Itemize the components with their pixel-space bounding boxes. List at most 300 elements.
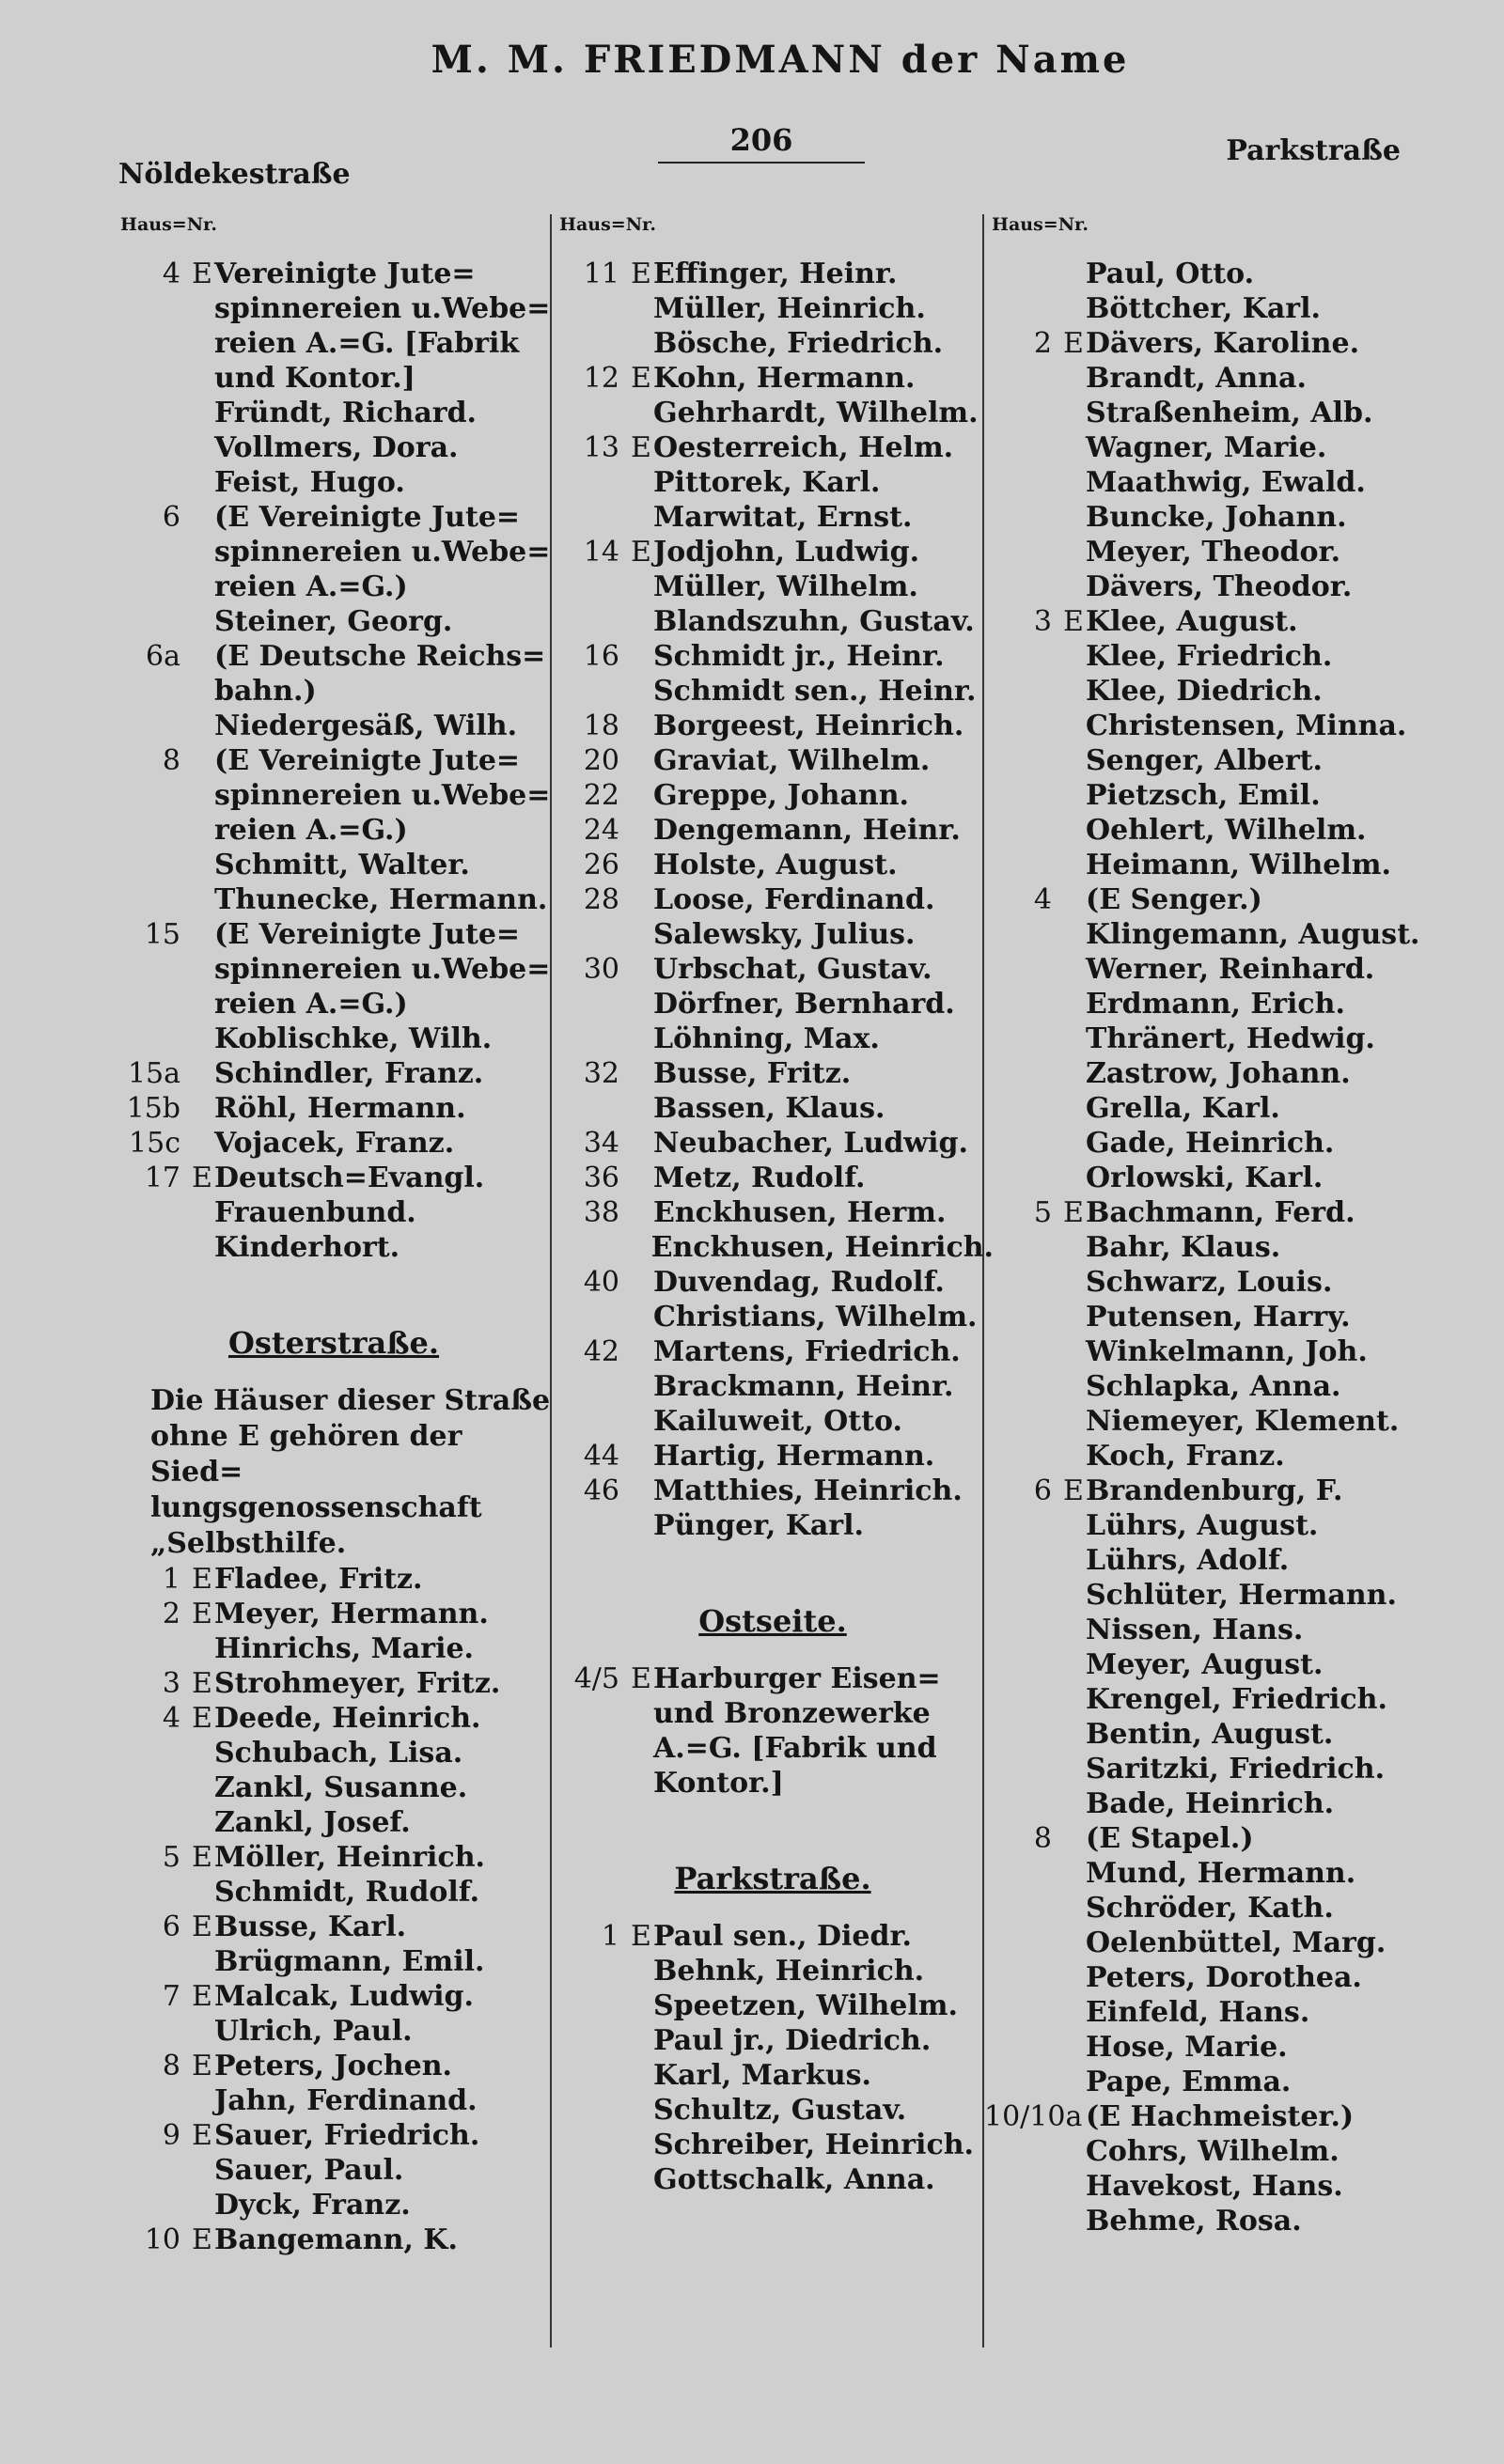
entry-row (552, 1195, 994, 1230)
house-number: 8 (162, 2050, 180, 2082)
resident-name: spinnereien u.Webe= (214, 953, 551, 986)
entry-row (552, 2128, 994, 2162)
resident-name: Malcak, Ludwig. (214, 1980, 474, 2013)
owner-mark: E (631, 1662, 651, 1695)
resident-name: reien A.=G.) (214, 570, 408, 603)
entry-row (552, 778, 994, 813)
resident-name: Schlapka, Anna. (1086, 1370, 1341, 1403)
section-heading-osterstrasse: Osterstraße. (227, 1325, 440, 1361)
section-note: Die Häuser dieser Straße ohne E gehören der Sied= lungsgenossenschaft „Selbsthilfe. (150, 1384, 551, 1560)
entry-row (984, 917, 1435, 952)
resident-name: Einfeld, Hans. (1086, 1996, 1310, 2029)
entry-row (552, 1230, 994, 1265)
entry-row (113, 952, 555, 987)
entry-row (113, 674, 555, 709)
resident-name: Bachmann, Ferd. (1086, 1196, 1355, 1229)
entry-row (552, 2162, 994, 2197)
resident-name: Bösche, Friedrich. (653, 327, 944, 360)
resident-name: Klee, Friedrich. (1086, 640, 1333, 673)
owner-mark: E (192, 1563, 212, 1596)
right-street-heading: Parkstraße (1226, 134, 1401, 167)
section-heading-ostseite: Ostseite. (698, 1603, 847, 1639)
entry-row (984, 1995, 1435, 2030)
house-number: 15 (144, 918, 180, 951)
resident-name: Busse, Fritz. (653, 1057, 852, 1090)
entry-row (113, 257, 555, 291)
resident-name: Heimann, Wilhelm. (1086, 849, 1391, 881)
house-number: 18 (583, 710, 619, 742)
house-number: 7 (162, 1980, 180, 2013)
resident-name: Hose, Marie. (1086, 2031, 1288, 2064)
resident-name: Steiner, Georg. (214, 605, 453, 638)
resident-name: (E Senger.) (1086, 883, 1262, 916)
resident-name: Klee, August. (1086, 605, 1298, 638)
entry-row (984, 743, 1435, 778)
entry-row (552, 1369, 994, 1404)
entry-row (984, 361, 1435, 396)
resident-name: Feist, Hugo. (214, 466, 405, 499)
entry-row (984, 2099, 1435, 2134)
resident-name: Behme, Rosa. (1086, 2205, 1302, 2238)
resident-name: Holste, August. (653, 849, 898, 881)
entry-row (552, 1919, 994, 1954)
entry-row (984, 1543, 1435, 1578)
owner-mark: E (631, 431, 651, 464)
resident-name: Effinger, Heinr. (653, 257, 898, 290)
owner-mark: E (192, 1702, 212, 1735)
entry-row (984, 465, 1435, 500)
resident-name: Metz, Rudolf. (653, 1162, 866, 1194)
house-number: 3 (1033, 605, 1052, 638)
resident-name: Oelenbüttel, Marg. (1086, 1926, 1386, 1959)
house-number: 16 (583, 640, 619, 673)
entry-row (113, 1979, 555, 2014)
resident-name: Klingemann, August. (1086, 918, 1420, 951)
resident-name: Vollmers, Dora. (214, 431, 459, 464)
column-2 (550, 214, 994, 2347)
entry-row (552, 257, 994, 291)
resident-name: Vojacek, Franz. (214, 1127, 455, 1160)
entry-row (984, 1056, 1435, 1091)
entry-row (984, 1647, 1435, 1682)
house-number: 44 (583, 1440, 619, 1473)
resident-name: Straßenheim, Alb. (1086, 397, 1373, 429)
entry-row (984, 1578, 1435, 1613)
resident-name: Kohn, Hermann. (653, 362, 916, 395)
resident-name: Oehlert, Wilhelm. (1086, 814, 1367, 847)
resident-name: (E Vereinigte Jute= (214, 501, 521, 534)
entry-row (552, 569, 994, 604)
entry-row (984, 500, 1435, 535)
resident-name: Schlüter, Hermann. (1086, 1579, 1397, 1612)
entry-row (113, 813, 555, 848)
entry-row (113, 743, 555, 778)
house-number: 1 (601, 1920, 619, 1953)
entry-row (984, 952, 1435, 987)
resident-name: Dävers, Karoline. (1086, 327, 1360, 360)
resident-name: reien A.=G.) (214, 988, 408, 1021)
entry-row (113, 2014, 555, 2049)
resident-name: Deede, Heinrich. (214, 1702, 481, 1735)
resident-name: reien A.=G.) (214, 814, 408, 847)
column-3 (982, 214, 1435, 2347)
resident-name: Neubacher, Ludwig. (653, 1127, 968, 1160)
resident-name: Meyer, August. (1086, 1648, 1324, 1681)
resident-name: Bade, Heinrich. (1086, 1787, 1335, 1820)
resident-name: Maathwig, Ewald. (1086, 466, 1366, 499)
house-number: 15c (129, 1127, 180, 1160)
resident-name: Dyck, Franz. (214, 2189, 411, 2222)
house-number: 10 (144, 2223, 180, 2256)
entry-row (113, 1701, 555, 1736)
resident-name: Greppe, Johann. (653, 779, 909, 812)
owner-mark: E (192, 1841, 212, 1874)
resident-name: Dörfner, Bernhard. (653, 988, 955, 1021)
resident-name: Hinrichs, Marie. (214, 1632, 474, 1665)
resident-name: Schmidt jr., Heinr. (653, 640, 945, 673)
resident-name: Dävers, Theodor. (1086, 570, 1353, 603)
house-number: 32 (583, 1057, 619, 1090)
entry-row (984, 1091, 1435, 1126)
entry-row (552, 882, 994, 917)
resident-name: Fladee, Fritz. (214, 1563, 423, 1596)
entry-row (984, 2030, 1435, 2065)
entry-row (113, 1840, 555, 1875)
resident-name: Koch, Franz. (1086, 1440, 1285, 1473)
entry-row (984, 1300, 1435, 1334)
resident-name: Jodjohn, Ludwig. (653, 536, 920, 569)
resident-name: Borgeest, Heinrich. (653, 710, 964, 742)
entry-row (552, 1126, 994, 1161)
resident-name: Müller, Heinrich. (653, 292, 926, 325)
house-number: 10/10a (984, 2100, 1083, 2133)
resident-name: Böttcher, Karl. (1086, 292, 1321, 325)
entry-row (113, 2083, 555, 2118)
owner-mark: E (631, 536, 651, 569)
entry-row (984, 639, 1435, 674)
resident-name: spinnereien u.Webe= (214, 779, 551, 812)
resident-name: Pünger, Karl. (653, 1509, 864, 1542)
owner-mark: E (192, 1980, 212, 2013)
entry-row (552, 674, 994, 709)
house-number: 15a (127, 1057, 180, 1090)
entry-row (984, 430, 1435, 465)
entry-row (984, 1195, 1435, 1230)
entry-row (113, 2049, 555, 2083)
column-1-entries (113, 257, 555, 1265)
entry-row (113, 1944, 555, 1979)
entry-row (552, 1508, 994, 1543)
resident-name: Loose, Ferdinand. (653, 883, 935, 916)
resident-name: Urbschat, Gustav. (653, 953, 932, 986)
resident-name: Vereinigte Jute= (214, 257, 476, 290)
resident-name: Schröder, Kath. (1086, 1892, 1334, 1925)
entry-row (113, 569, 555, 604)
resident-name: Meyer, Hermann. (214, 1598, 489, 1630)
resident-name: Erdmann, Erich. (1086, 988, 1345, 1021)
column-2-entries (552, 257, 994, 1543)
owner-mark: E (192, 2119, 212, 2152)
resident-name: Saritzki, Friedrich. (1086, 1753, 1386, 1786)
resident-name: Müller, Wilhelm. (653, 570, 918, 603)
resident-name: Sauer, Friedrich. (214, 2119, 480, 2152)
entry-row (984, 1821, 1435, 1856)
entry-row (113, 848, 555, 882)
entry-row (984, 848, 1435, 882)
resident-name: Busse, Karl. (214, 1910, 407, 1943)
house-number: 8 (162, 744, 180, 777)
resident-name: Karl, Markus. (653, 2059, 871, 2092)
house-number: 17 (144, 1162, 180, 1194)
house-number: 4 (162, 257, 180, 290)
resident-name: Deutsch=Evangl. (214, 1162, 485, 1194)
resident-name: A.=G. [Fabrik und (653, 1732, 937, 1765)
house-number: 42 (583, 1335, 619, 1368)
resident-name: Gehrhardt, Wilhelm. (653, 397, 979, 429)
resident-name: Wagner, Marie. (1086, 431, 1327, 464)
house-number: 4 (162, 1702, 180, 1735)
entry-row (113, 430, 555, 465)
entry-row (552, 361, 994, 396)
resident-name: Thränert, Hedwig. (1086, 1022, 1375, 1055)
resident-name: spinnereien u.Webe= (214, 536, 551, 569)
resident-name: Ulrich, Paul. (214, 2015, 413, 2048)
entry-row (552, 1696, 994, 1731)
resident-name: Meyer, Theodor. (1086, 536, 1341, 569)
entry-row (113, 604, 555, 639)
resident-name: (E Hachmeister.) (1086, 2100, 1355, 2133)
house-number: 2 (1033, 327, 1052, 360)
entry-row (113, 1021, 555, 1056)
entry-row (113, 1597, 555, 1631)
entry-row (113, 1091, 555, 1126)
entry-row (113, 1736, 555, 1770)
entry-row (113, 2153, 555, 2188)
entry-row (552, 1954, 994, 1988)
resident-name: Röhl, Hermann. (214, 1092, 466, 1125)
section-heading-parkstrasse: Parkstraße. (674, 1861, 871, 1896)
resident-name: Harburger Eisen= (653, 1662, 941, 1695)
resident-name: Senger, Albert. (1086, 744, 1323, 777)
resident-name: Speetzen, Wilhelm. (653, 1989, 958, 2022)
resident-name: Paul jr., Diedrich. (653, 2024, 932, 2057)
entry-row (113, 1195, 555, 1230)
resident-name: Nissen, Hans. (1086, 1614, 1304, 1646)
resident-name: Peters, Jochen. (214, 2050, 452, 2082)
entry-row (984, 569, 1435, 604)
house-number: 12 (583, 362, 619, 395)
entry-row (984, 2204, 1435, 2238)
entry-row (552, 465, 994, 500)
resident-name: Zankl, Josef. (214, 1806, 411, 1839)
resident-name: Lührs, Adolf. (1086, 1544, 1290, 1577)
entry-row (113, 1161, 555, 1195)
resident-name: Martens, Friedrich. (653, 1335, 961, 1368)
entry-row (113, 882, 555, 917)
entry-row (984, 1126, 1435, 1161)
resident-name: (E Stapel.) (1086, 1822, 1254, 1855)
resident-name: Niedergesäß, Wilh. (214, 710, 518, 742)
owner-mark: E (631, 1920, 651, 1953)
house-number: 6 (162, 501, 180, 534)
masthead-bar (357, 38, 1203, 82)
entry-row (984, 326, 1435, 361)
entry-row (552, 952, 994, 987)
owner-mark: E (1063, 605, 1084, 638)
resident-name: Frauenbund. (214, 1196, 416, 1229)
entry-row (113, 987, 555, 1021)
house-number: 46 (583, 1474, 619, 1507)
entry-row (552, 1021, 994, 1056)
entry-row (552, 1766, 994, 1801)
owner-mark: E (631, 362, 651, 395)
owner-mark: E (192, 2223, 212, 2256)
resident-name: spinnereien u.Webe= (214, 292, 551, 325)
entry-row (984, 1021, 1435, 1056)
resident-name: Marwitat, Ernst. (653, 501, 913, 534)
entry-row (113, 709, 555, 743)
entry-row (113, 778, 555, 813)
house-number: 20 (583, 744, 619, 777)
entry-row (984, 1786, 1435, 1821)
resident-name: Thunecke, Hermann. (214, 883, 548, 916)
column-1b-entries (113, 1562, 555, 2257)
page-number: 206 (658, 122, 865, 164)
entry-row (984, 2065, 1435, 2099)
entry-row (984, 1230, 1435, 1265)
house-number: 11 (583, 257, 619, 290)
entry-row (552, 2023, 994, 2058)
resident-name: Pittorek, Karl. (653, 466, 881, 499)
entry-row (984, 882, 1435, 917)
column-2b-entries (552, 1661, 994, 1801)
resident-name: Behnk, Heinrich. (653, 1955, 925, 1988)
entry-row (552, 2058, 994, 2093)
entry-row (984, 709, 1435, 743)
entry-row (113, 1666, 555, 1701)
entry-row (113, 1910, 555, 1944)
entry-row (113, 1805, 555, 1840)
house-no-label: Haus=Nr. (992, 214, 1089, 235)
resident-name: Buncke, Johann. (1086, 501, 1347, 534)
owner-mark: E (192, 1667, 212, 1700)
entry-row (984, 1439, 1435, 1474)
resident-name: Lührs, August. (1086, 1509, 1319, 1542)
resident-name: Enckhusen, Herm. (653, 1196, 947, 1229)
resident-name: Sauer, Paul. (214, 2154, 404, 2187)
resident-name: Brackmann, Heinr. (653, 1370, 954, 1403)
house-number: 6 (1033, 1474, 1052, 1507)
entry-row (552, 917, 994, 952)
resident-name: Strohmeyer, Fritz. (214, 1667, 501, 1700)
owner-mark: E (1063, 1474, 1084, 1507)
entry-row (552, 813, 994, 848)
resident-name: Schreiber, Heinrich. (653, 2129, 974, 2161)
entry-row (113, 291, 555, 326)
resident-name: und Bronzewerke (653, 1697, 931, 1730)
house-number: 26 (583, 849, 619, 881)
entry-row (984, 1474, 1435, 1508)
resident-name: Graviat, Wilhelm. (653, 744, 931, 777)
entry-row (984, 257, 1435, 291)
house-number: 38 (583, 1196, 619, 1229)
column-1 (113, 214, 555, 2257)
column-3-entries (984, 257, 1435, 2238)
resident-name: Schubach, Lisa. (214, 1737, 463, 1770)
entry-row (984, 1856, 1435, 1891)
entry-row (984, 813, 1435, 848)
entry-row (113, 917, 555, 952)
resident-name: Paul, Otto. (1086, 257, 1255, 290)
resident-name: Zastrow, Johann. (1086, 1057, 1351, 1090)
entry-row (984, 1926, 1435, 1960)
resident-name: (E Vereinigte Jute= (214, 918, 521, 951)
entry-row (984, 778, 1435, 813)
resident-name: Schmidt sen., Heinr. (653, 675, 977, 708)
resident-name: Werner, Reinhard. (1086, 953, 1375, 986)
resident-name: (E Vereinigte Jute= (214, 744, 521, 777)
resident-name: Matthies, Heinrich. (653, 1474, 963, 1507)
resident-name: Koblischke, Wilh. (214, 1022, 493, 1055)
house-number: 30 (583, 953, 619, 986)
resident-name: Brügmann, Emil. (214, 1945, 485, 1978)
house-number: 6a (146, 640, 180, 673)
entry-row (984, 2169, 1435, 2204)
entry-row (984, 1508, 1435, 1543)
entry-row (552, 1661, 994, 1696)
resident-name: Klee, Diedrich. (1086, 675, 1323, 708)
resident-name: Gottschalk, Anna. (653, 2163, 935, 2196)
resident-name: Gade, Heinrich. (1086, 1127, 1335, 1160)
house-number: 1 (162, 1563, 180, 1596)
house-number: 24 (583, 814, 619, 847)
owner-mark: E (1063, 1196, 1084, 1229)
resident-name: Grella, Karl. (1086, 1092, 1280, 1125)
entry-row (113, 639, 555, 674)
entry-row (113, 326, 555, 361)
entry-row (552, 1265, 994, 1300)
house-number: 4 (1033, 883, 1052, 916)
resident-name: Zankl, Susanne. (214, 1771, 468, 1804)
entry-row (113, 535, 555, 569)
resident-name: Oesterreich, Helm. (653, 431, 954, 464)
resident-name: Bassen, Klaus. (653, 1092, 885, 1125)
entry-row (113, 396, 555, 430)
owner-mark: E (631, 257, 651, 290)
entry-row (552, 709, 994, 743)
entry-row (984, 2134, 1435, 2169)
entry-row (552, 1334, 994, 1369)
house-number: 34 (583, 1127, 619, 1160)
resident-name: Krengel, Friedrich. (1086, 1683, 1387, 1716)
resident-name: Christians, Wilhelm. (653, 1301, 978, 1333)
house-number: 5 (162, 1841, 180, 1874)
entry-row (552, 1056, 994, 1091)
entry-row (552, 396, 994, 430)
entry-row (984, 1334, 1435, 1369)
house-number: 9 (162, 2119, 180, 2152)
resident-name: Schmidt, Rudolf. (214, 1876, 480, 1909)
resident-name: Christensen, Minna. (1086, 710, 1407, 742)
entry-row (552, 1988, 994, 2023)
house-no-label: Haus=Nr. (120, 214, 217, 235)
resident-name: Brandt, Anna. (1086, 362, 1307, 395)
house-number: 22 (583, 779, 619, 812)
entry-row (113, 361, 555, 396)
entry-row (113, 1056, 555, 1091)
owner-mark: E (1063, 327, 1084, 360)
owner-mark: E (192, 257, 212, 290)
